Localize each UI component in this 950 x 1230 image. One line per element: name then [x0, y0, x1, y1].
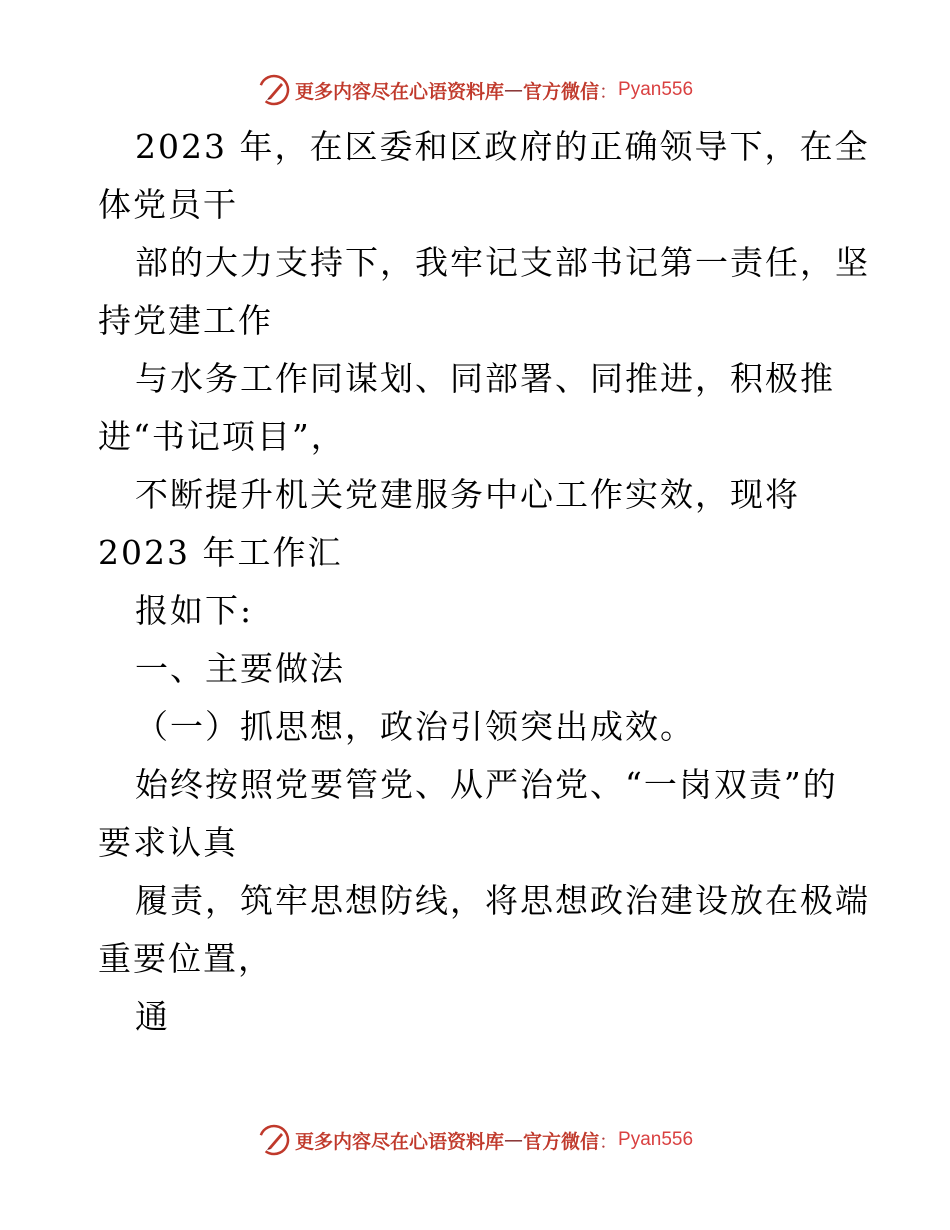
header-banner [0, 70, 950, 110]
text-line: 持党建工作 [98, 301, 273, 340]
text-line: 重要位置， [98, 939, 273, 978]
text-line: 体党员干 [98, 185, 238, 224]
text-line: 履责，筑牢思想防线，将思想政治建设放在极端 [135, 881, 870, 920]
section-heading: 一、主要做法 [135, 649, 345, 688]
banner-wechat-id: Pyan556 [618, 1129, 694, 1150]
text-line: 2023 年工作汇 [98, 533, 343, 572]
banner-main-text: 更多内容尽在心语资料库 [294, 80, 504, 103]
banner-separator: — [503, 79, 523, 101]
footer-banner [0, 1120, 950, 1160]
banner-wechat-label: 官方微信 [522, 80, 599, 103]
text-line: 与水务工作同谋划、同部署、同推进，积极推 [135, 359, 835, 398]
text-line: 部的大力支持下，我牢记支部书记第一责任，坚 [135, 243, 870, 282]
banner-colon: ： [599, 80, 619, 103]
pen-nib-logo-icon [257, 73, 291, 107]
text-line: 通 [135, 997, 170, 1036]
banner-wechat-label: 官方微信 [522, 1130, 599, 1153]
banner-wechat-id: Pyan556 [618, 79, 694, 100]
text-line: 报如下: [135, 591, 254, 630]
banner-main-text: 更多内容尽在心语资料库 [294, 1130, 504, 1153]
text-line: 进“书记项目”， [98, 417, 346, 456]
pen-nib-logo-icon [257, 1123, 291, 1157]
text-line: 要求认真 [98, 823, 238, 862]
text-line: 2023 年，在区委和区政府的正确领导下，在全 [135, 127, 870, 166]
banner-separator: — [503, 1129, 523, 1151]
text-line: 不断提升机关党建服务中心工作实效，现将 [135, 475, 800, 514]
text-line: 始终按照党要管党、从严治党、“一岗双责”的 [135, 765, 838, 804]
subsection-heading: （一）抓思想，政治引领突出成效。 [135, 707, 695, 746]
banner-colon: ： [599, 1130, 619, 1153]
